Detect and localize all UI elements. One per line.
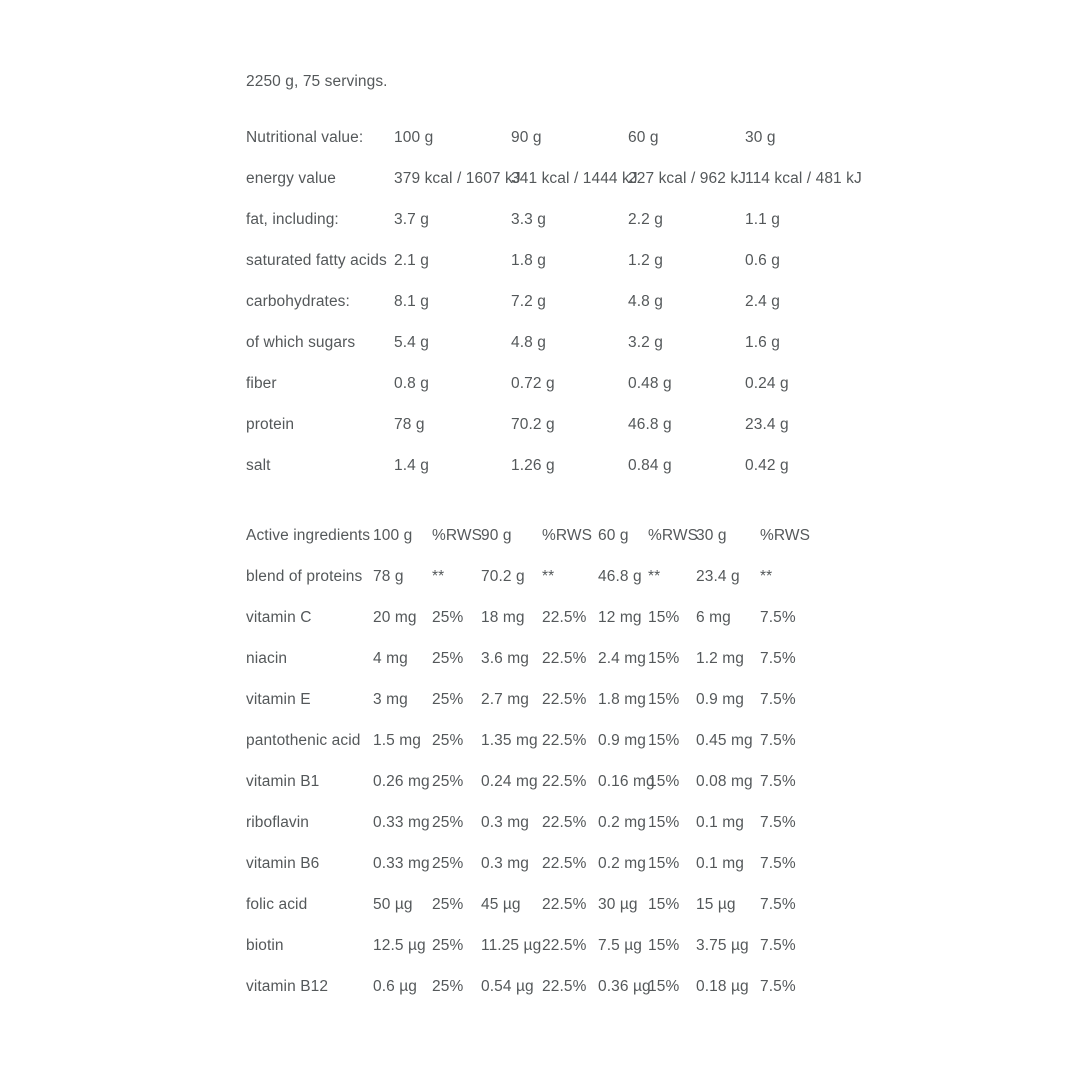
column-header: 60 g <box>628 128 659 146</box>
row-label: fat, including: <box>246 210 339 228</box>
row-value: 46.8 g <box>628 415 672 433</box>
row-label: fiber <box>246 374 277 392</box>
row-value: 46.8 g <box>598 567 642 585</box>
row-value: 341 kcal / 1444 kJ <box>511 169 638 187</box>
row-value: 22.5% <box>542 813 587 831</box>
row-value: 7.5% <box>760 649 796 667</box>
row-value: 22.5% <box>542 690 587 708</box>
row-value: 15% <box>648 731 680 749</box>
row-value: 25% <box>432 608 464 626</box>
row-label: energy value <box>246 169 336 187</box>
row-value: 1.4 g <box>394 456 429 474</box>
row-value: 15% <box>648 977 680 995</box>
row-value: 2.4 mg <box>598 649 646 667</box>
row-value: 1.8 g <box>511 251 546 269</box>
row-value: 0.3 mg <box>481 813 529 831</box>
row-value: 0.33 mg <box>373 854 430 872</box>
row-value: 15% <box>648 649 680 667</box>
row-value: 78 g <box>394 415 425 433</box>
row-value: 0.72 g <box>511 374 555 392</box>
row-value: 25% <box>432 690 464 708</box>
row-value: 70.2 g <box>511 415 555 433</box>
row-value: 22.5% <box>542 772 587 790</box>
row-value: 0.1 mg <box>696 813 744 831</box>
row-value: 78 g <box>373 567 404 585</box>
row-value: 7.5% <box>760 813 796 831</box>
row-label: vitamin E <box>246 690 311 708</box>
row-label: protein <box>246 415 295 433</box>
row-value: 15% <box>648 813 680 831</box>
row-value: 15% <box>648 690 680 708</box>
row-label: niacin <box>246 649 288 667</box>
row-value: 7.2 g <box>511 292 546 310</box>
row-label: saturated fatty acids <box>246 251 387 269</box>
row-value: 18 mg <box>481 608 525 626</box>
row-value: 25% <box>432 813 464 831</box>
row-label: vitamin B12 <box>246 977 329 995</box>
row-value: 7.5 µg <box>598 936 643 954</box>
row-value: 3 mg <box>373 690 408 708</box>
row-value: 7.5% <box>760 690 796 708</box>
row-value: 25% <box>432 895 464 913</box>
column-header: Active ingredients <box>246 526 371 544</box>
row-value: 15 µg <box>696 895 736 913</box>
row-value: 1.1 g <box>745 210 780 228</box>
row-value: 15% <box>648 772 680 790</box>
row-value: 3.3 g <box>511 210 546 228</box>
column-header: %RWS <box>760 526 811 544</box>
row-value: 3.2 g <box>628 333 663 351</box>
row-value: 0.1 mg <box>696 854 744 872</box>
row-value: ** <box>542 567 555 585</box>
row-value: 0.42 g <box>745 456 789 474</box>
column-header: 90 g <box>511 128 542 146</box>
row-label: salt <box>246 456 271 474</box>
row-label: pantothenic acid <box>246 731 361 749</box>
row-value: 0.9 mg <box>598 731 646 749</box>
row-value: 2.2 g <box>628 210 663 228</box>
row-value: 23.4 g <box>696 567 740 585</box>
row-value: 25% <box>432 731 464 749</box>
row-label: vitamin C <box>246 608 312 626</box>
row-value: 0.33 mg <box>373 813 430 831</box>
column-header: %RWS <box>432 526 483 544</box>
row-value: 22.5% <box>542 895 587 913</box>
row-value: 0.48 g <box>628 374 672 392</box>
row-value: 1.2 g <box>628 251 663 269</box>
row-value: 0.9 mg <box>696 690 744 708</box>
column-header: 100 g <box>373 526 413 544</box>
row-value: 0.18 µg <box>696 977 749 995</box>
row-value: 1.5 mg <box>373 731 421 749</box>
row-value: 22.5% <box>542 936 587 954</box>
row-value: 6 mg <box>696 608 731 626</box>
row-value: 22.5% <box>542 854 587 872</box>
row-value: 50 µg <box>373 895 413 913</box>
row-value: 2.4 g <box>745 292 780 310</box>
row-value: 7.5% <box>760 854 796 872</box>
row-value: 7.5% <box>760 895 796 913</box>
column-header: %RWS <box>648 526 699 544</box>
row-value: 7.5% <box>760 977 796 995</box>
row-value: 22.5% <box>542 977 587 995</box>
row-label: carbohydrates: <box>246 292 350 310</box>
row-value: 0.2 mg <box>598 813 646 831</box>
column-header: 60 g <box>598 526 629 544</box>
row-value: 0.45 mg <box>696 731 753 749</box>
row-value: 11.25 µg <box>481 936 542 954</box>
row-label: folic acid <box>246 895 308 913</box>
column-header: 30 g <box>745 128 776 146</box>
row-value: 12.5 µg <box>373 936 426 954</box>
row-value: ** <box>760 567 773 585</box>
row-value: 4 mg <box>373 649 408 667</box>
row-value: 3.7 g <box>394 210 429 228</box>
row-value: 15% <box>648 895 680 913</box>
row-value: 0.2 mg <box>598 854 646 872</box>
row-value: 25% <box>432 854 464 872</box>
row-value: 0.24 mg <box>481 772 538 790</box>
row-value: 1.6 g <box>745 333 780 351</box>
row-value: 22.5% <box>542 731 587 749</box>
row-value: 0.84 g <box>628 456 672 474</box>
row-value: 7.5% <box>760 608 796 626</box>
row-value: 0.26 mg <box>373 772 430 790</box>
column-header: %RWS <box>542 526 593 544</box>
column-header: 90 g <box>481 526 512 544</box>
row-label: riboflavin <box>246 813 310 831</box>
row-value: 1.8 mg <box>598 690 646 708</box>
row-value: 25% <box>432 772 464 790</box>
row-value: 0.3 mg <box>481 854 529 872</box>
row-value: 22.5% <box>542 608 587 626</box>
row-value: 23.4 g <box>745 415 789 433</box>
row-label: vitamin B1 <box>246 772 320 790</box>
row-value: 2.1 g <box>394 251 429 269</box>
row-value: 1.2 mg <box>696 649 744 667</box>
row-value: 0.36 µg <box>598 977 651 995</box>
row-value: 227 kcal / 962 kJ <box>628 169 747 187</box>
row-value: 0.16 mg <box>598 772 655 790</box>
row-value: 25% <box>432 649 464 667</box>
row-label: biotin <box>246 936 284 954</box>
row-value: 4.8 g <box>511 333 546 351</box>
row-value: 30 µg <box>598 895 638 913</box>
row-value: 12 mg <box>598 608 642 626</box>
row-value: 114 kcal / 481 kJ <box>745 169 862 187</box>
row-value: 0.24 g <box>745 374 789 392</box>
row-value: 2.7 mg <box>481 690 529 708</box>
row-label: blend of proteins <box>246 567 363 585</box>
column-header: 100 g <box>394 128 434 146</box>
row-value: 1.35 mg <box>481 731 538 749</box>
row-value: 7.5% <box>760 772 796 790</box>
nutrition-value-table <box>246 117 862 486</box>
row-value: 25% <box>432 936 464 954</box>
row-value: 0.8 g <box>394 374 429 392</box>
row-value: 0.08 mg <box>696 772 753 790</box>
row-value: 15% <box>648 936 680 954</box>
column-header: 30 g <box>696 526 727 544</box>
row-value: 0.6 µg <box>373 977 418 995</box>
row-value: 3.6 mg <box>481 649 529 667</box>
row-value: 15% <box>648 854 680 872</box>
row-value: 7.5% <box>760 731 796 749</box>
row-value: 3.75 µg <box>696 936 749 954</box>
row-value: 70.2 g <box>481 567 525 585</box>
row-value: 0.54 µg <box>481 977 534 995</box>
row-value: 1.26 g <box>511 456 555 474</box>
row-value: ** <box>648 567 661 585</box>
row-label: vitamin B6 <box>246 854 320 872</box>
row-value: 20 mg <box>373 608 417 626</box>
row-value: 8.1 g <box>394 292 429 310</box>
row-value: 379 kcal / 1607 kJ <box>394 169 521 187</box>
active-ingredients-table <box>246 515 830 1007</box>
row-value: 15% <box>648 608 680 626</box>
row-value: 25% <box>432 977 464 995</box>
row-value: 4.8 g <box>628 292 663 310</box>
row-value: 7.5% <box>760 936 796 954</box>
pack-size-text: 2250 g, 75 servings. <box>246 73 388 90</box>
row-label: of which sugars <box>246 333 356 351</box>
row-value: 0.6 g <box>745 251 780 269</box>
column-header: Nutritional value: <box>246 128 364 146</box>
row-value: 5.4 g <box>394 333 429 351</box>
row-value: 45 µg <box>481 895 521 913</box>
row-value: 22.5% <box>542 649 587 667</box>
row-value: ** <box>432 567 445 585</box>
